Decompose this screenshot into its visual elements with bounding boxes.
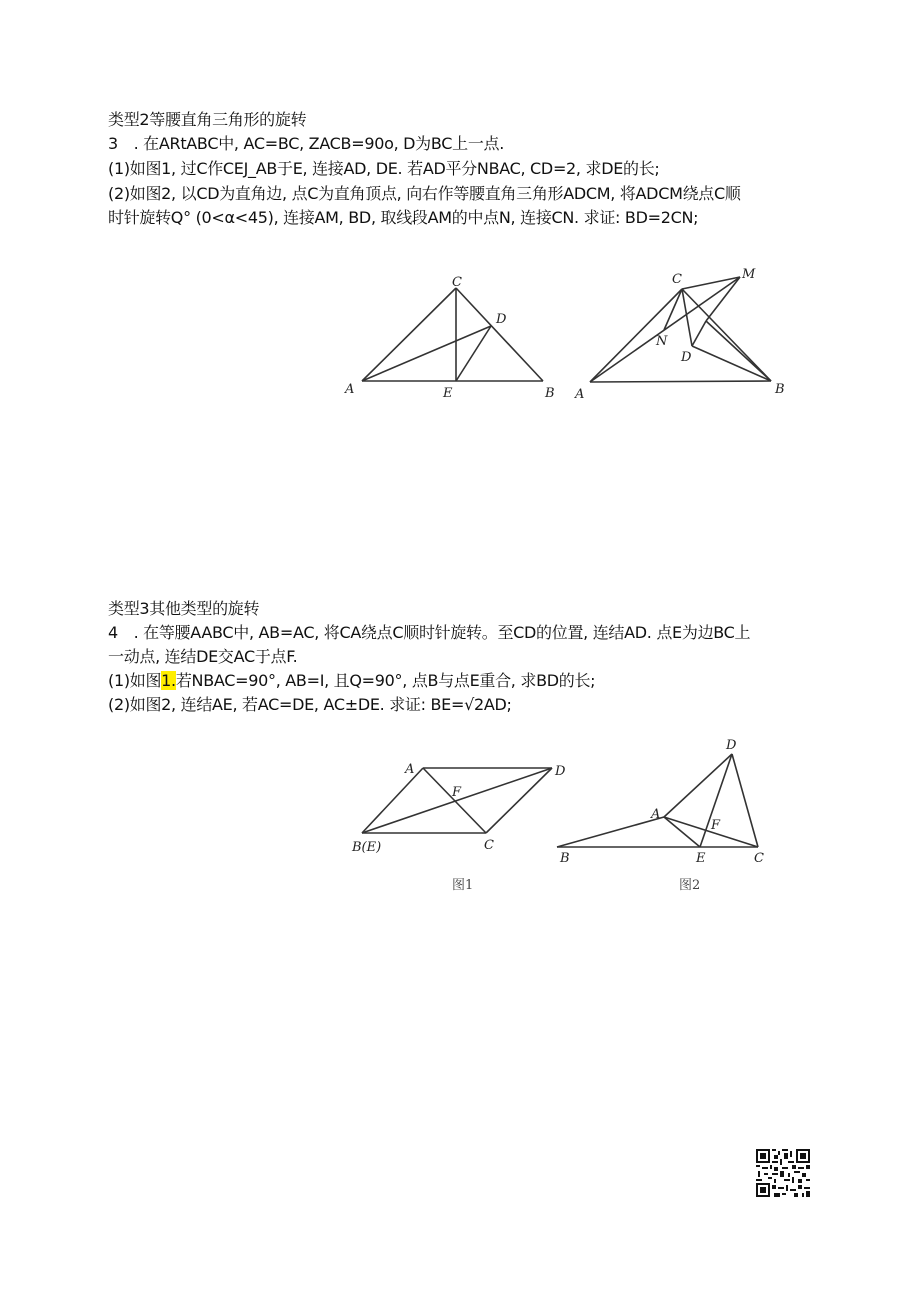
- q4-fig1-label-f: F: [452, 785, 462, 800]
- q3-fig2-label-c: C: [672, 272, 682, 287]
- question-4-stem-line-1: 4 . 在等腰AABC中, AB=AC, 将CA绕点C顺时针旋转。至CD的位置, 连结AD. 点E为边BC上: [108, 623, 751, 642]
- q3-fig2-label-b: B: [775, 382, 785, 397]
- q4-fig1-label-b-e: B(E): [352, 840, 382, 855]
- qr-code-icon: [756, 1149, 810, 1197]
- q4-fig1-label-c: C: [484, 838, 494, 853]
- q4-figure-2: [557, 738, 764, 893]
- q3-fig1-label-e: E: [443, 386, 453, 401]
- q4-part1-highlight: 1.: [161, 671, 176, 690]
- q4-fig1-label-d: D: [555, 764, 566, 779]
- q3-fig1-label-d: D: [496, 312, 507, 327]
- question-3-part-2-line-1: (2)如图2, 以CD为直角边, 点C为直角顶点, 向右作等腰直角三角形ADCM, 将ADCM绕点C顺: [108, 184, 741, 203]
- q3-fig2-label-d: D: [681, 350, 692, 365]
- q4-fig2-label-e: E: [696, 851, 706, 866]
- q4-fig2-label-a: A: [651, 807, 661, 822]
- q3-fig1-label-a: A: [345, 382, 355, 397]
- q4-figure-1: [351, 762, 566, 893]
- q4-fig2-caption: 图2: [679, 878, 701, 893]
- q4-part1-rest: 若NBAC=90°, AB=I, 且Q=90°, 点B与点E重合, 求BD的长;: [175, 671, 596, 690]
- q3-fig2-label-m: M: [742, 267, 756, 282]
- question-4-stem-line-2: 一动点, 连结DE交AC于点F.: [108, 647, 298, 666]
- q3-fig2-label-a: A: [575, 387, 585, 402]
- q3-fig1-label-c: C: [452, 275, 462, 290]
- q3-fig1-label-b: B: [545, 386, 555, 401]
- q4-fig1-caption: 图1: [452, 878, 474, 893]
- q4-fig2-label-c: C: [754, 851, 764, 866]
- q3-fig2-label-n: N: [656, 334, 668, 349]
- section-3-heading: 类型3其他类型的旋转: [108, 599, 260, 618]
- question-3-stem: 3 . 在ARtABC中, AC=BC, ZACB=90o, D为BC上一点.: [108, 134, 505, 153]
- q4-fig2-label-f: F: [711, 818, 721, 833]
- question-3-part-2-line-2: 时针旋转Q° (0<α<45), 连接AM, BD, 取线段AM的中点N, 连接CN. 求证: BD=2CN;: [108, 208, 699, 227]
- q4-part1-prefix: (1)如图: [108, 671, 162, 690]
- question-4-part-2: (2)如图2, 连结AE, 若AC=DE, AC±DE. 求证: BE=√2AD;: [108, 695, 512, 714]
- section-2-heading: 类型2等腰直角三角形的旋转: [108, 110, 307, 129]
- q4-fig1-label-a: A: [405, 762, 415, 777]
- q4-fig2-label-b: B: [560, 851, 570, 866]
- q4-fig2-label-d: D: [726, 738, 737, 753]
- question-3-part-1: (1)如图1, 过C作CEJ_AB于E, 连接AD, DE. 若AD平分NBAC, CD=2, 求DE的长;: [108, 159, 660, 178]
